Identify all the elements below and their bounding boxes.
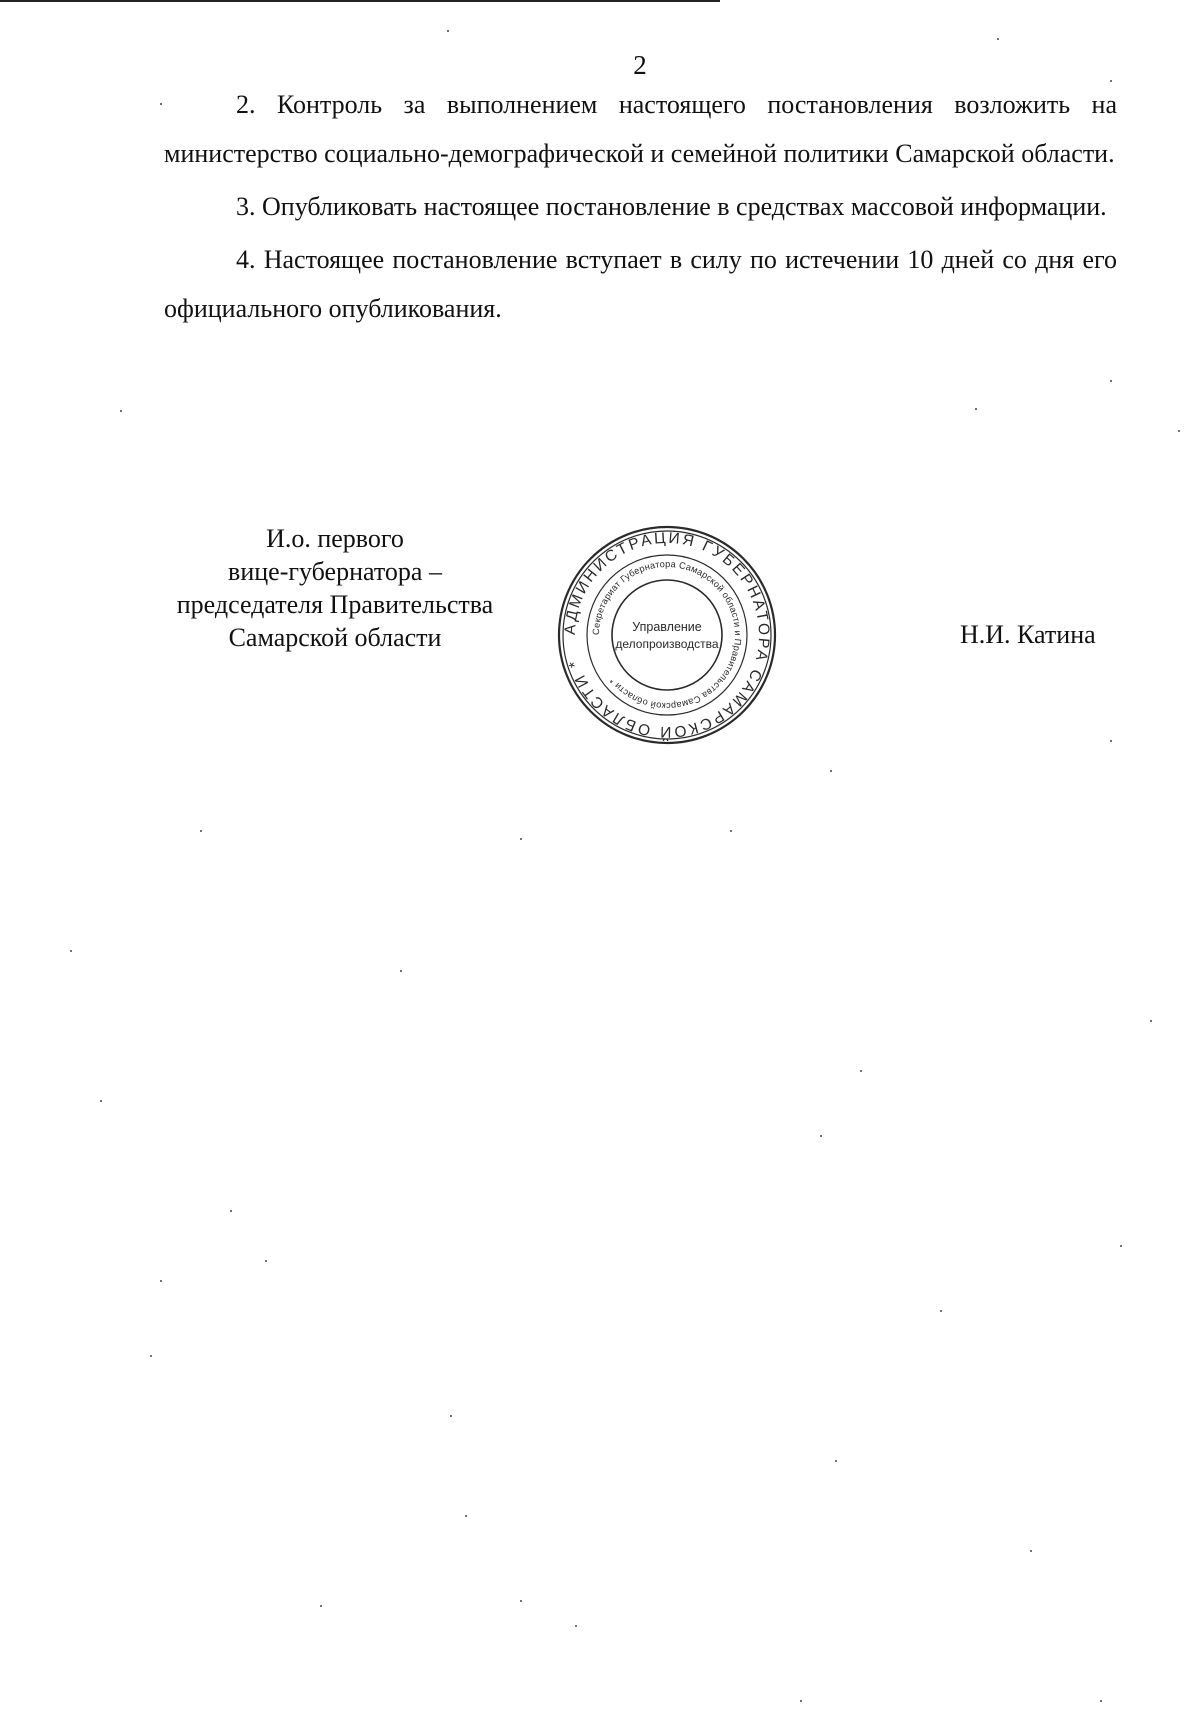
scan-speck	[1100, 1700, 1102, 1702]
official-seal-stamp	[556, 524, 778, 746]
scan-speck	[70, 950, 72, 952]
seal-center-ring	[612, 580, 722, 690]
scan-speck	[997, 38, 999, 40]
scan-speck	[265, 1260, 267, 1262]
scan-speck	[1178, 430, 1180, 432]
scan-speck	[835, 1460, 837, 1462]
signer-name: Н.И. Катина	[960, 620, 1096, 649]
scan-speck	[520, 1600, 522, 1602]
signatory-position-line: И.о. первого	[266, 524, 404, 553]
top-scan-edge-line	[0, 0, 720, 2]
scan-speck	[465, 1515, 467, 1517]
scan-speck	[200, 830, 202, 832]
page-number: 2	[633, 50, 647, 80]
seal-outer-ring-text: АДМИНИСТРАЦИЯ ГУБЕРНАТОРА САМАРСКОЙ ОБЛАСТИ *	[561, 529, 773, 741]
paragraph-4: 4. Настоящее постановление вступает в силу по истечении 10 дней со дня его официального опубликования.	[164, 245, 1117, 323]
seal-center-line: делопроизводства	[615, 637, 719, 651]
seal-middle-ring	[587, 555, 747, 715]
scan-speck	[120, 410, 122, 412]
scan-speck	[320, 1605, 322, 1607]
scan-speck	[800, 1700, 802, 1702]
scan-speck	[860, 1070, 862, 1072]
seal-center-line: Управление	[632, 620, 702, 634]
scan-speck	[400, 970, 402, 972]
scan-speck	[520, 838, 522, 840]
scan-speck	[730, 830, 732, 832]
seal-inner-ring-text: Секретариат Губернатора Самарской области и Правительства Самарской области *	[590, 558, 744, 712]
scan-speck	[100, 1100, 102, 1102]
signatory-position-line: председателя Правительства	[176, 590, 494, 619]
seal-stamp-graphic	[556, 524, 778, 746]
signatory-position	[150, 522, 520, 654]
scan-speck	[1150, 1020, 1152, 1022]
scan-speck	[150, 1355, 152, 1357]
scan-speck	[230, 1210, 232, 1212]
scan-speck	[450, 1415, 452, 1417]
scan-speck	[830, 770, 832, 772]
scan-speck	[1120, 1245, 1122, 1247]
scan-speck	[1110, 380, 1112, 382]
paragraph-2: 2. Контроль за выполнением настоящего постановления возложить на министерство социально-демографической и семейной политики Самарской области.	[164, 90, 1117, 168]
scan-speck	[447, 30, 449, 32]
scan-speck	[160, 103, 162, 105]
signatory-position-line: вице-губернатора –	[228, 557, 442, 586]
signatory-position-line: Самарской области	[228, 623, 442, 652]
scan-speck	[1110, 740, 1112, 742]
scan-speck	[820, 1135, 822, 1137]
scan-speck	[575, 1625, 577, 1627]
paragraph-3: 3. Опубликовать настоящее постановление в средствах массовой информации.	[236, 192, 1107, 221]
scan-speck	[940, 1310, 942, 1312]
scan-speck	[160, 1280, 162, 1282]
document-body	[164, 80, 1117, 337]
scan-speck	[975, 408, 977, 410]
scan-speck	[1110, 80, 1112, 82]
scan-speck	[1030, 1550, 1032, 1552]
